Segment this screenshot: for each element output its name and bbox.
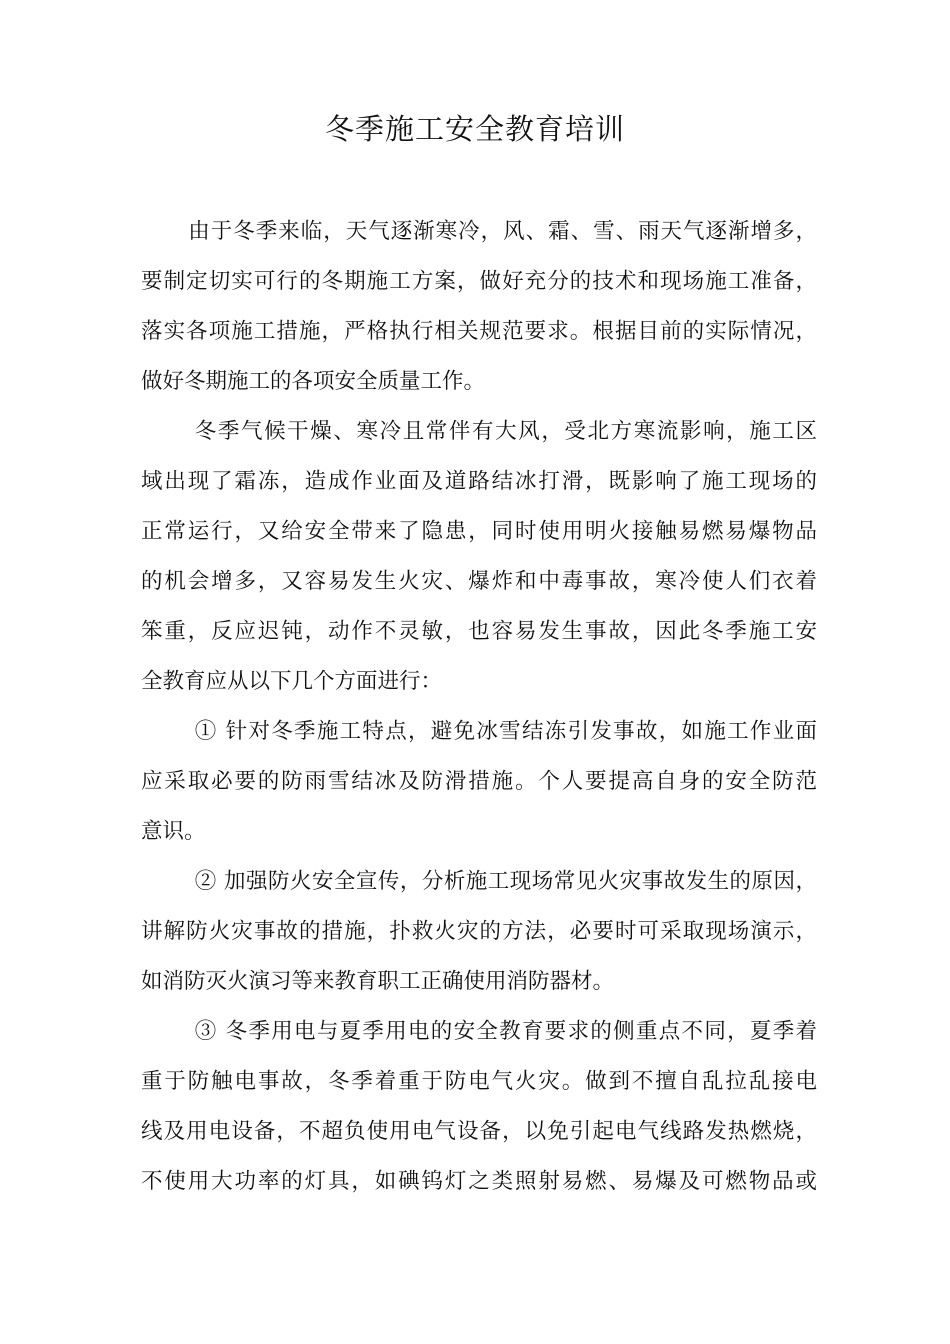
text-line: 重于防触电事故，冬季着重于防电气火灾。做到不擅自乱拉乱接电 [141,1069,817,1094]
text-line: 的机会增多，又容易发生火灾、爆炸和中毒事故，寒冷使人们衣着 [141,569,817,594]
text-line: 如消防灭火演习等来教育职工正确使用消防器材。 [141,969,615,994]
text-line: 域出现了霜冻，造成作业面及道路结冰打滑，既影响了施工现场的 [141,469,817,494]
paragraph-2 [141,407,817,707]
text-line: 做好冬期施工的各项安全质量工作。 [141,369,486,394]
text-line: 笨重，反应迟钝，动作不灵敏，也容易发生事故，因此冬季施工安 [141,619,817,644]
paragraph-4 [141,857,817,1007]
text-line: 不使用大功率的灯具，如碘钨灯之类照射易燃、易爆及可燃物品或 [141,1169,817,1194]
text-line: ③ 冬季用电与夏季用电的安全教育要求的侧重点不同，夏季着 [194,1019,817,1044]
text-line: 全教育应从以下几个方面进行： [141,669,443,694]
text-line: 要制定切实可行的冬期施工方案，做好充分的技术和现场施工准备， [141,269,817,294]
text-line: 落实各项施工措施，严格执行相关规范要求。根据目前的实际情况， [141,319,817,344]
text-line: 正常运行，又给安全带来了隐患，同时使用明火接触易燃易爆物品 [141,519,817,544]
document-title: 冬季施工安全教育培训 [324,112,625,146]
text-line: 意识。 [141,819,206,844]
text-line: ② 加强防火安全宣传，分析施工现场常见火灾事故发生的原因， [194,869,817,894]
text-line: 由于冬季来临，天气逐渐寒冷，风、霜、雪、雨天气逐渐增多， [188,219,817,244]
text-line: 冬季气候干燥、寒冷且常伴有大风，受北方寒流影响，施工区 [194,419,817,444]
text-line: 应采取必要的防雨雪结冰及防滑措施。个人要提高自身的安全防范 [141,769,817,794]
paragraph-1 [141,207,817,407]
text-line: ① 针对冬季施工特点，避免冰雪结冻引发事故，如施工作业面 [194,719,817,744]
document-body [141,207,817,1207]
text-line: 线及用电设备，不超负使用电气设备，以免引起电气线路发热燃烧， [141,1119,817,1144]
paragraph-5 [141,1007,817,1207]
paragraph-3 [141,707,817,857]
text-line: 讲解防火灾事故的措施，扑救火灾的方法，必要时可采取现场演示， [141,919,817,944]
